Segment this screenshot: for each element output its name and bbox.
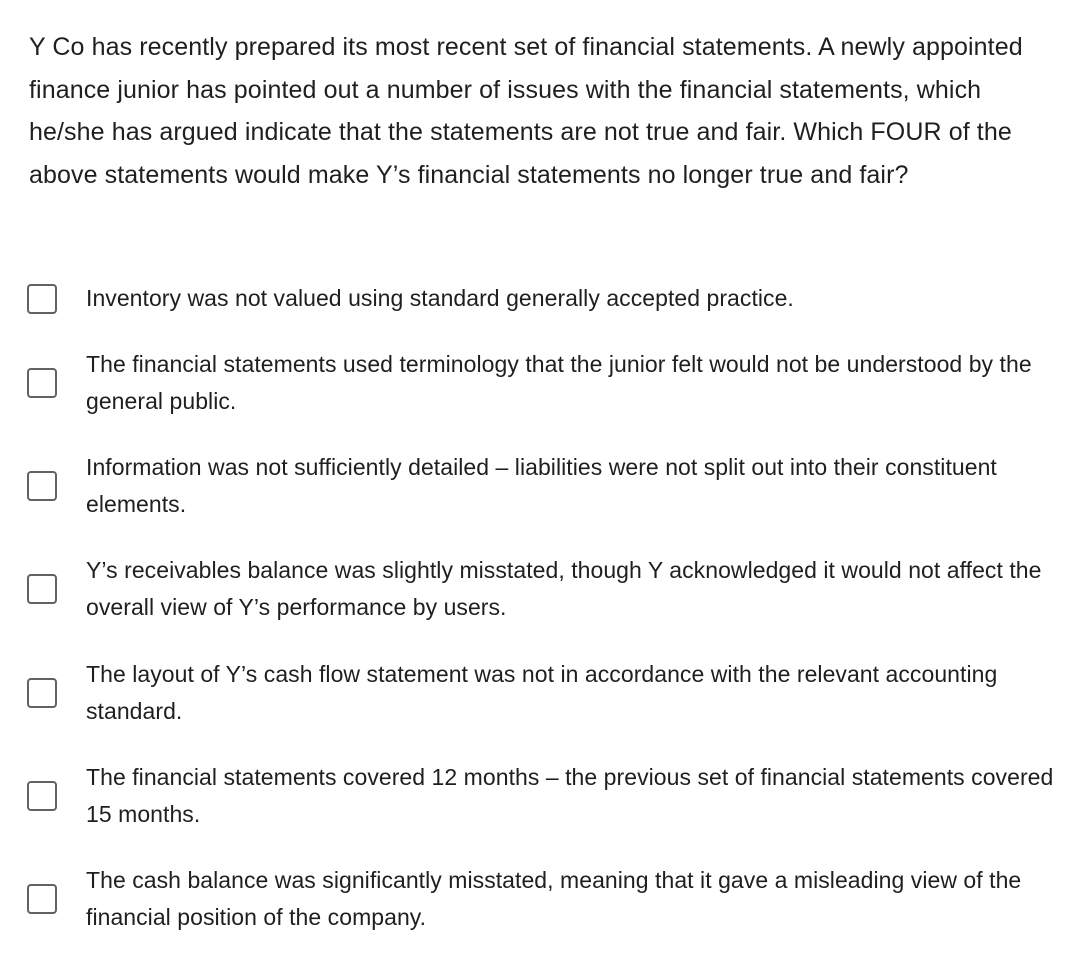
checkbox-cash-balance[interactable] — [27, 884, 57, 914]
option-cash-flow-layout[interactable] — [27, 656, 1067, 730]
option-label-cash-flow-layout: The layout of Y’s cash flow statement was not in accordance with the relevant accounting standard. — [86, 661, 998, 724]
checkbox-receivables[interactable] — [27, 574, 57, 604]
checkbox-terminology[interactable] — [27, 368, 57, 398]
option-label-inventory: Inventory was not valued using standard generally accepted practice. — [86, 285, 794, 311]
option-inventory[interactable] — [27, 280, 1067, 317]
checkbox-detail[interactable] — [27, 471, 57, 501]
option-label-cash-balance: The cash balance was significantly misstated, meaning that it gave a misleading view of the financial position of the company. — [86, 867, 1022, 930]
checkbox-cash-flow-layout[interactable] — [27, 678, 57, 708]
option-label-detail: Information was not sufficiently detailed – liabilities were not split out into their constituent elements. — [86, 454, 997, 517]
option-cash-balance[interactable] — [27, 862, 1067, 936]
option-terminology[interactable] — [27, 346, 1067, 420]
option-period[interactable] — [27, 759, 1067, 833]
option-label-terminology: The financial statements used terminology that the junior felt would not be understood by the general public. — [86, 351, 1032, 414]
option-label-receivables: Y’s receivables balance was slightly misstated, though Y acknowledged it would not affect the overall view of Y’s performance by users. — [86, 557, 1042, 620]
option-label-period: The financial statements covered 12 months – the previous set of financial statements covered 15 months. — [86, 764, 1054, 827]
checkbox-inventory[interactable] — [27, 284, 57, 314]
checkbox-period[interactable] — [27, 781, 57, 811]
option-receivables[interactable] — [27, 552, 1067, 626]
option-detail[interactable] — [27, 449, 1067, 523]
question-text: Y Co has recently prepared its most recent set of financial statements. A newly appointed finance junior has pointed out a number of issues with the financial statements, which he/she has argued indicate that the statements are not true and fair. Which FOUR of the above statements would make Y’s financial statements no longer true and fair? — [29, 33, 1023, 189]
